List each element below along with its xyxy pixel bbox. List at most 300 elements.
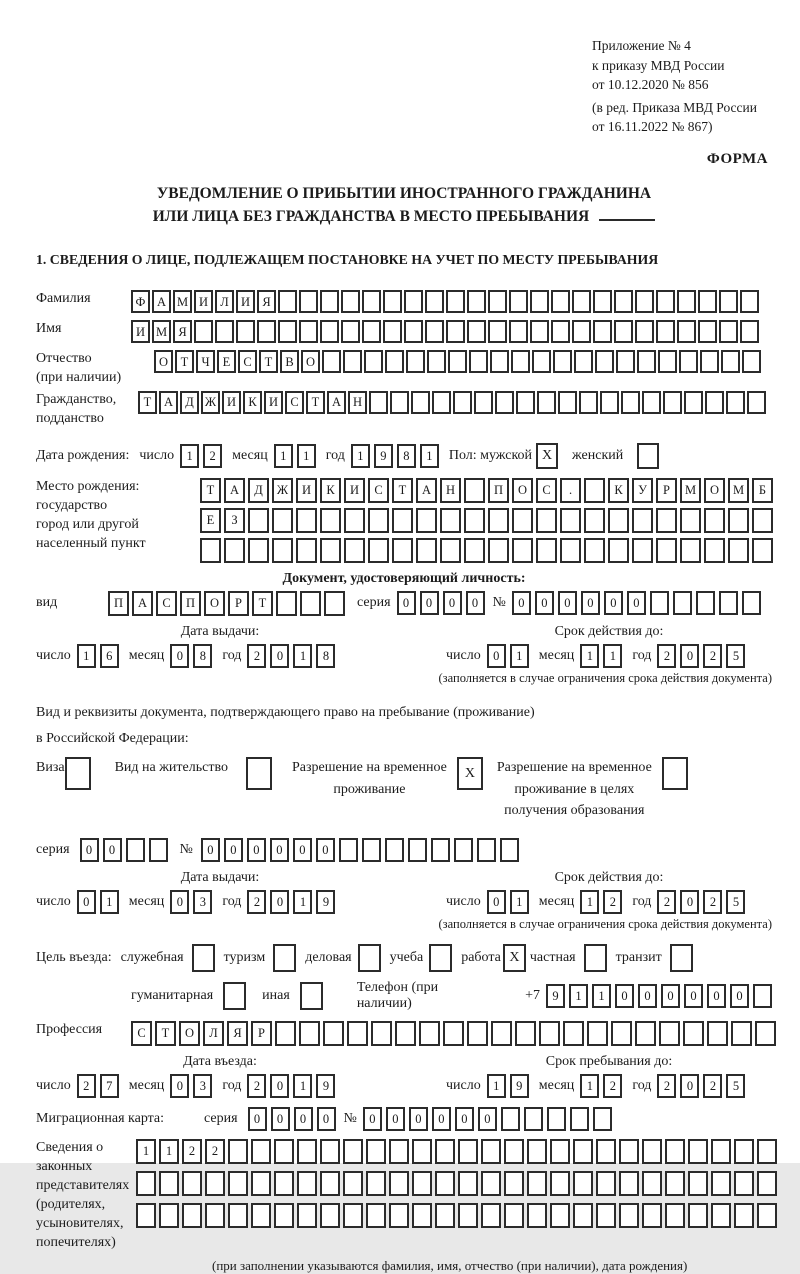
char-box[interactable] [320, 1139, 340, 1164]
char-box[interactable] [296, 538, 317, 563]
char-box[interactable] [635, 290, 654, 313]
char-box[interactable] [490, 350, 509, 373]
char-box[interactable] [719, 320, 738, 343]
char-box[interactable] [215, 320, 234, 343]
char-box[interactable]: И [222, 391, 241, 414]
char-box[interactable] [688, 1139, 708, 1164]
char-box[interactable]: 1 [136, 1139, 156, 1164]
char-box[interactable] [435, 1203, 455, 1228]
char-box[interactable]: 6 [100, 644, 119, 668]
char-box[interactable] [464, 538, 485, 563]
char-box[interactable] [320, 538, 341, 563]
char-box[interactable] [469, 350, 488, 373]
char-box[interactable] [366, 1139, 386, 1164]
char-box[interactable] [272, 538, 293, 563]
char-box[interactable]: 0 [224, 838, 243, 862]
option-residence-permit-checkbox[interactable] [246, 757, 272, 790]
char-box[interactable]: 2 [77, 1074, 96, 1098]
char-box[interactable]: 0 [270, 890, 289, 914]
char-box[interactable] [516, 391, 535, 414]
char-box[interactable] [711, 1171, 731, 1196]
char-box[interactable] [362, 320, 381, 343]
char-box[interactable] [747, 391, 766, 414]
char-box[interactable]: Р [228, 591, 249, 616]
char-box[interactable] [236, 320, 255, 343]
char-box[interactable] [608, 508, 629, 533]
char-box[interactable]: 0 [487, 644, 506, 668]
char-box[interactable]: 0 [420, 591, 439, 615]
char-box[interactable] [343, 350, 362, 373]
char-box[interactable]: 2 [603, 890, 622, 914]
char-box[interactable] [297, 1139, 317, 1164]
char-box[interactable] [299, 290, 318, 313]
char-box[interactable] [228, 1203, 248, 1228]
char-box[interactable] [665, 1203, 685, 1228]
char-box[interactable]: Т [200, 478, 221, 503]
char-box[interactable] [274, 1203, 294, 1228]
char-box[interactable]: . [560, 478, 581, 503]
char-box[interactable] [392, 508, 413, 533]
char-box[interactable] [159, 1171, 179, 1196]
title-blank-line[interactable] [599, 206, 655, 221]
char-box[interactable] [481, 1203, 501, 1228]
char-box[interactable] [642, 1171, 662, 1196]
purpose-business-checkbox[interactable] [358, 944, 381, 972]
char-box[interactable]: 0 [627, 591, 646, 615]
char-box[interactable]: И [236, 290, 255, 313]
char-box[interactable] [275, 1021, 296, 1046]
char-box[interactable]: С [156, 591, 177, 616]
char-box[interactable] [467, 290, 486, 313]
char-box[interactable] [383, 290, 402, 313]
char-box[interactable] [512, 508, 533, 533]
char-box[interactable] [642, 1139, 662, 1164]
char-box[interactable] [432, 391, 451, 414]
char-box[interactable]: 1 [569, 984, 588, 1008]
char-box[interactable] [614, 290, 633, 313]
char-box[interactable] [537, 391, 556, 414]
char-box[interactable]: Е [200, 508, 221, 533]
char-box[interactable] [656, 290, 675, 313]
char-box[interactable] [395, 1021, 416, 1046]
purpose-transit-checkbox[interactable] [670, 944, 693, 972]
char-box[interactable]: 8 [316, 644, 335, 668]
char-box[interactable]: А [159, 391, 178, 414]
char-box[interactable]: 2 [703, 644, 722, 668]
char-box[interactable] [527, 1203, 547, 1228]
char-box[interactable]: 8 [193, 644, 212, 668]
char-box[interactable] [550, 1203, 570, 1228]
char-box[interactable] [698, 320, 717, 343]
char-box[interactable] [323, 1021, 344, 1046]
char-box[interactable]: 2 [603, 1074, 622, 1098]
char-box[interactable] [416, 508, 437, 533]
char-box[interactable]: Д [180, 391, 199, 414]
char-box[interactable]: А [416, 478, 437, 503]
char-box[interactable] [404, 290, 423, 313]
char-box[interactable] [728, 538, 749, 563]
char-box[interactable]: М [680, 478, 701, 503]
purpose-private-checkbox[interactable] [584, 944, 607, 972]
char-box[interactable] [632, 538, 653, 563]
char-box[interactable] [705, 391, 724, 414]
char-box[interactable]: Т [392, 478, 413, 503]
char-box[interactable] [248, 538, 269, 563]
char-box[interactable]: 1 [180, 444, 199, 468]
char-box[interactable] [509, 290, 528, 313]
char-box[interactable]: 1 [77, 644, 96, 668]
char-box[interactable] [343, 1139, 363, 1164]
char-box[interactable] [734, 1171, 754, 1196]
char-box[interactable]: У [632, 478, 653, 503]
char-box[interactable]: И [264, 391, 283, 414]
char-box[interactable]: А [132, 591, 153, 616]
char-box[interactable] [621, 391, 640, 414]
char-box[interactable]: 0 [684, 984, 703, 1008]
char-box[interactable] [320, 1171, 340, 1196]
char-box[interactable] [448, 350, 467, 373]
char-box[interactable]: 0 [80, 838, 99, 862]
char-box[interactable]: 0 [512, 591, 531, 615]
char-box[interactable] [642, 391, 661, 414]
char-box[interactable]: Ч [196, 350, 215, 373]
char-box[interactable]: С [131, 1021, 152, 1046]
char-box[interactable]: А [152, 290, 171, 313]
char-box[interactable]: 7 [100, 1074, 119, 1098]
char-box[interactable]: Н [440, 478, 461, 503]
char-box[interactable]: 1 [510, 890, 529, 914]
char-box[interactable] [656, 320, 675, 343]
char-box[interactable] [504, 1139, 524, 1164]
char-box[interactable] [362, 290, 381, 313]
char-box[interactable] [454, 838, 473, 862]
char-box[interactable]: Ж [272, 478, 293, 503]
char-box[interactable] [650, 591, 669, 615]
char-box[interactable] [677, 290, 696, 313]
char-box[interactable]: И [296, 478, 317, 503]
char-box[interactable]: 9 [374, 444, 393, 468]
char-box[interactable] [341, 290, 360, 313]
char-box[interactable] [593, 1107, 612, 1131]
char-box[interactable]: Т [175, 350, 194, 373]
char-box[interactable] [757, 1139, 777, 1164]
char-box[interactable] [501, 1107, 520, 1131]
char-box[interactable]: 0 [535, 591, 554, 615]
char-box[interactable]: А [327, 391, 346, 414]
char-box[interactable]: 0 [248, 1107, 267, 1131]
char-box[interactable] [488, 290, 507, 313]
char-box[interactable]: 0 [707, 984, 726, 1008]
char-box[interactable] [364, 350, 383, 373]
char-box[interactable] [663, 391, 682, 414]
char-box[interactable] [464, 478, 485, 503]
char-box[interactable] [547, 1107, 566, 1131]
char-box[interactable]: 1 [159, 1139, 179, 1164]
char-box[interactable] [728, 508, 749, 533]
char-box[interactable]: 2 [247, 890, 266, 914]
char-box[interactable] [684, 391, 703, 414]
char-box[interactable] [511, 350, 530, 373]
char-box[interactable] [704, 508, 725, 533]
char-box[interactable]: 5 [726, 890, 745, 914]
char-box[interactable] [688, 1171, 708, 1196]
char-box[interactable]: 0 [294, 1107, 313, 1131]
char-box[interactable]: И [344, 478, 365, 503]
char-box[interactable] [322, 350, 341, 373]
char-box[interactable] [278, 290, 297, 313]
char-box[interactable]: К [320, 478, 341, 503]
char-box[interactable] [278, 320, 297, 343]
char-box[interactable] [614, 320, 633, 343]
char-box[interactable] [320, 290, 339, 313]
char-box[interactable] [573, 1139, 593, 1164]
char-box[interactable] [435, 1171, 455, 1196]
char-box[interactable] [719, 290, 738, 313]
char-box[interactable] [740, 320, 759, 343]
char-box[interactable] [512, 538, 533, 563]
char-box[interactable]: В [280, 350, 299, 373]
char-box[interactable] [251, 1171, 271, 1196]
char-box[interactable]: 0 [270, 1074, 289, 1098]
char-box[interactable]: М [728, 478, 749, 503]
char-box[interactable]: Н [348, 391, 367, 414]
char-box[interactable] [200, 538, 221, 563]
char-box[interactable] [596, 1171, 616, 1196]
char-box[interactable]: М [173, 290, 192, 313]
char-box[interactable]: 0 [604, 591, 623, 615]
sex-female-checkbox[interactable] [637, 443, 659, 469]
char-box[interactable]: 2 [703, 1074, 722, 1098]
purpose-humanitarian-checkbox[interactable] [223, 982, 246, 1010]
char-box[interactable] [320, 1203, 340, 1228]
char-box[interactable]: А [224, 478, 245, 503]
char-box[interactable]: 0 [680, 644, 699, 668]
char-box[interactable] [205, 1203, 225, 1228]
char-box[interactable] [757, 1171, 777, 1196]
char-box[interactable] [446, 290, 465, 313]
char-box[interactable]: Е [217, 350, 236, 373]
char-box[interactable]: П [488, 478, 509, 503]
char-box[interactable] [362, 838, 381, 862]
char-box[interactable]: П [108, 591, 129, 616]
char-box[interactable]: 0 [581, 591, 600, 615]
char-box[interactable] [560, 538, 581, 563]
char-box[interactable] [530, 320, 549, 343]
char-box[interactable]: Я [173, 320, 192, 343]
char-box[interactable] [385, 350, 404, 373]
char-box[interactable] [296, 508, 317, 533]
char-box[interactable]: 0 [487, 890, 506, 914]
char-box[interactable]: 2 [182, 1139, 202, 1164]
char-box[interactable] [632, 508, 653, 533]
char-box[interactable] [509, 320, 528, 343]
char-box[interactable] [665, 1171, 685, 1196]
char-box[interactable]: Л [215, 290, 234, 313]
char-box[interactable] [595, 350, 614, 373]
char-box[interactable]: Б [752, 478, 773, 503]
char-box[interactable] [453, 391, 472, 414]
char-box[interactable] [427, 350, 446, 373]
char-box[interactable] [320, 508, 341, 533]
char-box[interactable]: О [204, 591, 225, 616]
char-box[interactable] [383, 320, 402, 343]
char-box[interactable] [504, 1171, 524, 1196]
char-box[interactable]: Я [257, 290, 276, 313]
char-box[interactable]: 0 [270, 644, 289, 668]
char-box[interactable]: О [301, 350, 320, 373]
char-box[interactable] [683, 1021, 704, 1046]
char-box[interactable]: Т [138, 391, 157, 414]
char-box[interactable]: Я [227, 1021, 248, 1046]
char-box[interactable] [389, 1203, 409, 1228]
char-box[interactable] [425, 320, 444, 343]
char-box[interactable]: 0 [170, 890, 189, 914]
char-box[interactable]: 0 [77, 890, 96, 914]
char-box[interactable] [757, 1203, 777, 1228]
char-box[interactable] [698, 290, 717, 313]
char-box[interactable]: 1 [351, 444, 370, 468]
char-box[interactable]: 3 [193, 890, 212, 914]
char-box[interactable]: С [368, 478, 389, 503]
char-box[interactable] [385, 838, 404, 862]
char-box[interactable] [680, 508, 701, 533]
char-box[interactable]: Л [203, 1021, 224, 1046]
char-box[interactable] [477, 838, 496, 862]
char-box[interactable]: О [154, 350, 173, 373]
char-box[interactable] [637, 350, 656, 373]
sex-male-checkbox[interactable]: X [536, 443, 558, 469]
char-box[interactable] [696, 591, 715, 615]
char-box[interactable]: 0 [363, 1107, 382, 1131]
char-box[interactable]: 1 [487, 1074, 506, 1098]
char-box[interactable] [467, 1021, 488, 1046]
char-box[interactable] [347, 1021, 368, 1046]
char-box[interactable] [443, 1021, 464, 1046]
char-box[interactable]: Т [252, 591, 273, 616]
char-box[interactable]: 1 [274, 444, 293, 468]
char-box[interactable] [299, 1021, 320, 1046]
char-box[interactable]: О [512, 478, 533, 503]
char-box[interactable]: 2 [247, 1074, 266, 1098]
char-box[interactable] [299, 320, 318, 343]
char-box[interactable] [711, 1139, 731, 1164]
char-box[interactable] [515, 1021, 536, 1046]
char-box[interactable] [136, 1203, 156, 1228]
char-box[interactable] [608, 538, 629, 563]
char-box[interactable] [404, 320, 423, 343]
char-box[interactable] [550, 1139, 570, 1164]
char-box[interactable] [149, 838, 168, 862]
char-box[interactable] [389, 1139, 409, 1164]
char-box[interactable] [711, 1203, 731, 1228]
char-box[interactable] [584, 538, 605, 563]
char-box[interactable]: 0 [730, 984, 749, 1008]
char-box[interactable] [257, 320, 276, 343]
char-box[interactable] [742, 350, 761, 373]
char-box[interactable] [458, 1139, 478, 1164]
char-box[interactable] [481, 1171, 501, 1196]
char-box[interactable] [616, 350, 635, 373]
char-box[interactable]: Ф [131, 290, 150, 313]
char-box[interactable] [435, 1139, 455, 1164]
char-box[interactable] [416, 538, 437, 563]
char-box[interactable]: Т [155, 1021, 176, 1046]
char-box[interactable] [440, 538, 461, 563]
char-box[interactable]: 2 [657, 890, 676, 914]
char-box[interactable] [276, 591, 297, 616]
char-box[interactable] [707, 1021, 728, 1046]
char-box[interactable] [182, 1203, 202, 1228]
char-box[interactable] [440, 508, 461, 533]
char-box[interactable] [488, 508, 509, 533]
char-box[interactable] [596, 1203, 616, 1228]
char-box[interactable]: 5 [726, 1074, 745, 1098]
char-box[interactable]: 0 [661, 984, 680, 1008]
char-box[interactable]: 1 [293, 1074, 312, 1098]
char-box[interactable]: 2 [657, 1074, 676, 1098]
char-box[interactable] [753, 984, 772, 1008]
char-box[interactable]: К [243, 391, 262, 414]
char-box[interactable]: С [536, 478, 557, 503]
char-box[interactable] [656, 538, 677, 563]
char-box[interactable]: З [224, 508, 245, 533]
char-box[interactable] [425, 290, 444, 313]
char-box[interactable]: Д [248, 478, 269, 503]
char-box[interactable]: 2 [203, 444, 222, 468]
char-box[interactable]: 0 [397, 591, 416, 615]
char-box[interactable]: Ж [201, 391, 220, 414]
char-box[interactable] [574, 350, 593, 373]
char-box[interactable] [274, 1139, 294, 1164]
char-box[interactable] [159, 1203, 179, 1228]
char-box[interactable] [551, 320, 570, 343]
char-box[interactable] [584, 508, 605, 533]
char-box[interactable]: 0 [443, 591, 462, 615]
char-box[interactable] [572, 320, 591, 343]
char-box[interactable] [488, 538, 509, 563]
char-box[interactable]: 1 [580, 890, 599, 914]
char-box[interactable] [251, 1203, 271, 1228]
purpose-official-checkbox[interactable] [192, 944, 215, 972]
char-box[interactable] [474, 391, 493, 414]
char-box[interactable] [596, 1139, 616, 1164]
char-box[interactable]: М [152, 320, 171, 343]
char-box[interactable]: 0 [558, 591, 577, 615]
char-box[interactable] [412, 1139, 432, 1164]
char-box[interactable] [570, 1107, 589, 1131]
char-box[interactable]: 0 [409, 1107, 428, 1131]
char-box[interactable] [573, 1203, 593, 1228]
char-box[interactable] [491, 1021, 512, 1046]
char-box[interactable] [458, 1171, 478, 1196]
char-box[interactable] [297, 1171, 317, 1196]
char-box[interactable] [446, 320, 465, 343]
char-box[interactable] [343, 1203, 363, 1228]
char-box[interactable] [572, 290, 591, 313]
char-box[interactable] [677, 320, 696, 343]
char-box[interactable] [593, 320, 612, 343]
char-box[interactable]: 1 [510, 644, 529, 668]
char-box[interactable] [392, 538, 413, 563]
char-box[interactable] [406, 350, 425, 373]
char-box[interactable] [274, 1171, 294, 1196]
char-box[interactable]: И [131, 320, 150, 343]
char-box[interactable] [324, 591, 345, 616]
char-box[interactable] [536, 508, 557, 533]
char-box[interactable] [344, 538, 365, 563]
char-box[interactable] [726, 391, 745, 414]
char-box[interactable] [228, 1171, 248, 1196]
